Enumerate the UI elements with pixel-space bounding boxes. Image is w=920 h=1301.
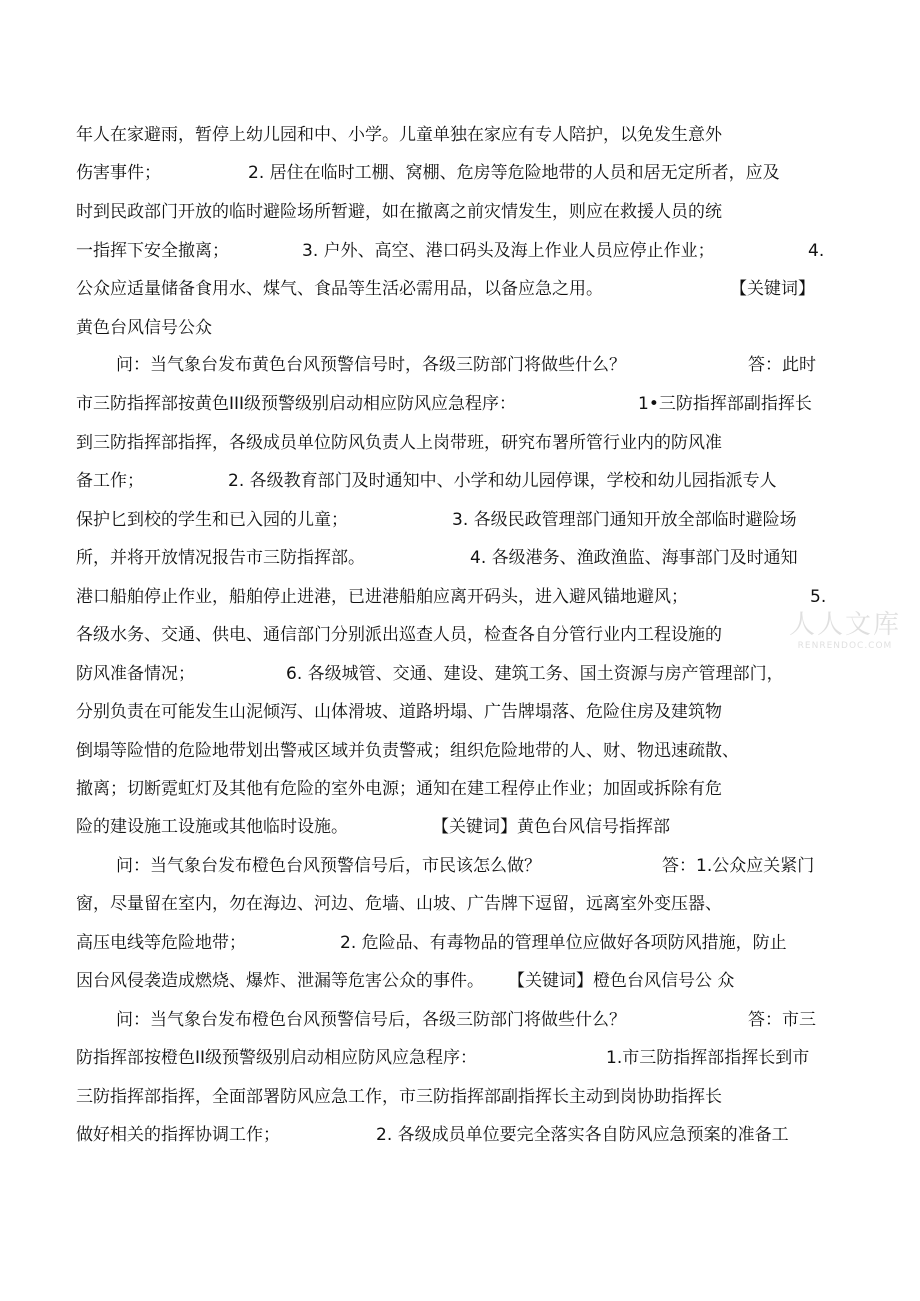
text-segment: 时到民政部门开放的临时避险场所暂避，如在撤离之前灾情发生，则应在救援人员的统: [76, 202, 722, 222]
text-line: [76, 509, 836, 531]
text-segment: 2. 居住在临时工棚、窝棚、危房等危险地带的人员和居无定所者，应及: [248, 163, 780, 183]
text-line: [76, 1086, 816, 1108]
text-line: [76, 162, 836, 184]
text-line: [76, 586, 836, 608]
text-segment: 备工作；: [76, 471, 144, 491]
text-segment: 问：当气象台发布橙色台风预警信号后，各级三防部门将做些什么？: [116, 1010, 626, 1030]
text-line: [76, 317, 276, 339]
text-segment: 港口船舶停止作业，船舶停止进港，已进港船舶应离开码头，进入避风锚地避风；: [76, 587, 688, 607]
text-segment: 公众应适量储备食用水、煤气、食品等生活必需用品，以备应急之用。: [76, 279, 603, 299]
watermark-logo: [780, 610, 910, 670]
text-segment: 3. 各级民政管理部门通知开放全部临时避险场: [452, 510, 797, 530]
text-segment: 2. 各级成员单位要完全落实各自防风应急预案的准备工: [376, 1125, 789, 1145]
text-segment: 答：此时: [748, 355, 816, 375]
text-line: [76, 663, 836, 685]
text-segment: 3. 户外、高空、港口码头及海上作业人员应停止作业；: [302, 241, 715, 261]
text-segment: 所，并将开放情况报告市三防指挥部。: [76, 548, 365, 568]
text-segment: 2. 危险品、有毒物品的管理单位应做好各项防风措施，防止: [340, 933, 787, 953]
text-segment: 撤离；切断霓虹灯及其他有危险的室外电源；通知在建工程停止作业；加固或拆除有危: [76, 779, 722, 799]
text-segment: 黄色台风信号公众: [76, 318, 212, 338]
text-segment: 险的建设施工设施或其他临时设施。: [76, 817, 348, 837]
text-line: [76, 393, 836, 415]
text-line: [76, 778, 836, 800]
text-segment: 1•三防指挥部副指挥长: [638, 394, 812, 414]
text-line: [76, 547, 836, 569]
text-segment: 各级水务、交通、供电、通信部门分别派出巡查人员，检查各自分管行业内工程设施的: [76, 625, 722, 645]
text-segment: 问：当气象台发布黄色台风预警信号时，各级三防部门将做些什么？: [116, 355, 626, 375]
text-segment: 6. 各级城管、交通、建设、建筑工务、国土资源与房产管理部门，: [286, 664, 784, 684]
text-segment: 保护匕到校的学生和已入园的儿童；: [76, 510, 348, 530]
text-line: [76, 970, 836, 992]
text-line: [76, 740, 836, 762]
text-segment: 4. 各级港务、渔政渔监、海事部门及时通知: [470, 548, 798, 568]
text-line: [76, 1047, 836, 1069]
text-segment: 高压电线等危险地带；: [76, 933, 246, 953]
text-segment: 三防指挥部指挥，全面部署防风应急工作，市三防指挥部副指挥长主动到岗协助指挥长: [76, 1087, 722, 1107]
text-segment: 防指挥部按橙色II级预警级别启动相应防风应急程序：: [76, 1048, 478, 1068]
text-segment: 防风准备情况；: [76, 664, 195, 684]
text-line: [76, 470, 836, 492]
keyword-label: 【关键词】黄色台风信号指挥部: [432, 817, 670, 837]
text-line: [76, 1124, 836, 1146]
text-segment: 4.: [808, 241, 825, 261]
text-segment: 因台风侵袭造成燃烧、爆炸、泄漏等危害公众的事件。: [76, 971, 484, 991]
text-segment: 市三防指挥部按黄色III级预警级别启动相应防风应急程序：: [76, 394, 517, 414]
text-line: [76, 240, 836, 262]
text-line: [116, 855, 836, 877]
text-segment: 2. 各级教育部门及时通知中、小学和幼儿园停课，学校和幼儿园指派专人: [228, 471, 777, 491]
text-segment: 到三防指挥部指挥，各级成员单位防风负责人上岗带班，研究布署所管行业内的防风准: [76, 433, 722, 453]
text-line: [76, 893, 816, 915]
text-segment: 5.: [810, 587, 827, 607]
text-segment: 问：当气象台发布橙色台风预警信号后，市民该怎么做？: [116, 856, 541, 876]
text-line: [76, 624, 816, 646]
text-segment: 窗，尽量留在室内，勿在海边、河边、危墙、山坡、广告牌下逗留，远离室外变压器、: [76, 894, 722, 914]
text-segment: 年人在家避雨，暂停上幼儿园和中、小学。儿童单独在家应有专人陪护，以免发生意外: [76, 125, 722, 145]
text-segment: 答：市三: [748, 1010, 816, 1030]
text-segment: 做好相关的指挥协调工作；: [76, 1125, 280, 1145]
text-line: [116, 354, 836, 376]
text-line: [76, 701, 816, 723]
text-line: [76, 201, 816, 223]
text-line: [76, 278, 836, 300]
text-segment: 1.市三防指挥部指挥长到市: [606, 1048, 810, 1068]
text-segment: 伤害事件；: [76, 163, 161, 183]
text-segment: 答：1.公众应关紧门: [662, 856, 815, 876]
text-segment: 分别负责在可能发生山泥倾泻、山体滑坡、道路坍塌、广告牌塌落、危险住房及建筑物: [76, 702, 722, 722]
text-line: [76, 432, 816, 454]
watermark-main-text: 人人文库: [788, 610, 901, 640]
watermark-sub-text: RENRENDOC.COM: [797, 641, 893, 651]
text-segment: 一指挥下安全撤离；: [76, 241, 229, 261]
keyword-label: 【关键词】: [730, 279, 815, 299]
text-line: [116, 1009, 836, 1031]
text-segment: 倒塌等险惜的危险地带划出警戒区域并负责警戒；组织危险地带的人、财、物迅速疏散、: [76, 741, 739, 761]
keyword-label: 【关键词】橙色台风信号公 众: [508, 971, 735, 991]
text-line: [76, 816, 736, 838]
text-line: [76, 124, 816, 146]
text-line: [76, 932, 836, 954]
